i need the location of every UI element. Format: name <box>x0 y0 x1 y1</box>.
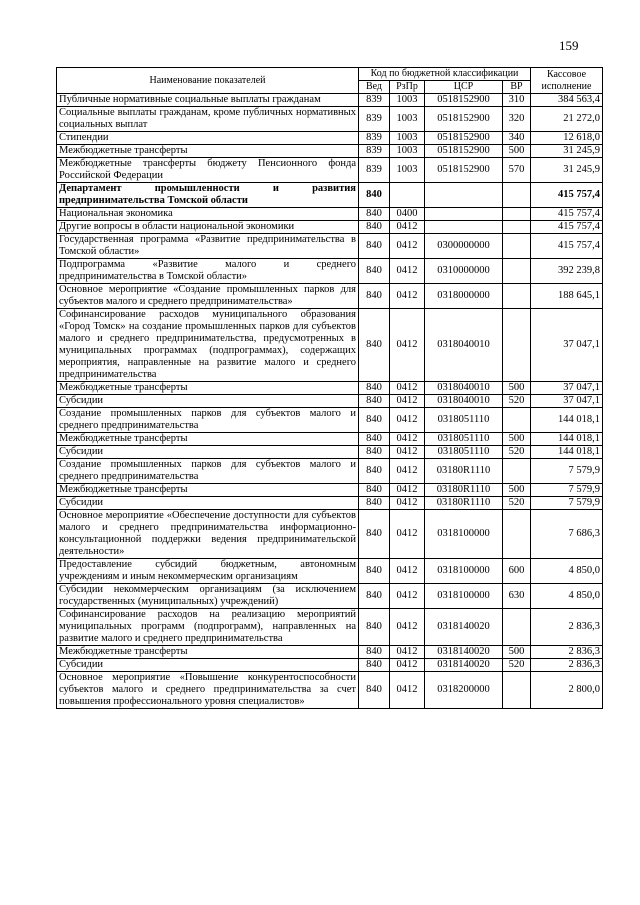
row-ved: 840 <box>359 259 390 284</box>
row-name: Департамент промышленности и развития предпринимательства Томской области <box>57 183 359 208</box>
row-name: Субсидии <box>57 395 359 408</box>
row-vr <box>503 284 531 309</box>
row-name: Другие вопросы в области национальной экономики <box>57 221 359 234</box>
row-ved: 840 <box>359 309 390 382</box>
row-vr: 520 <box>503 395 531 408</box>
row-name: Межбюджетные трансферты <box>57 646 359 659</box>
row-name: Межбюджетные трансферты <box>57 433 359 446</box>
row-vr: 630 <box>503 584 531 609</box>
row-name: Национальная экономика <box>57 208 359 221</box>
row-rzpr: 0412 <box>390 484 425 497</box>
row-rzpr: 0412 <box>390 609 425 646</box>
row-name: Субсидии <box>57 446 359 459</box>
row-rzpr: 0412 <box>390 559 425 584</box>
row-ved: 840 <box>359 408 390 433</box>
row-rzpr: 0412 <box>390 382 425 395</box>
row-csr: 03180R1110 <box>425 459 503 484</box>
table-row <box>57 382 603 395</box>
table-row <box>57 584 603 609</box>
row-amount: 7 579,9 <box>531 497 603 510</box>
row-rzpr: 0412 <box>390 646 425 659</box>
row-csr <box>425 208 503 221</box>
row-ved: 840 <box>359 672 390 709</box>
row-ved: 839 <box>359 132 390 145</box>
row-vr: 320 <box>503 107 531 132</box>
row-rzpr: 1003 <box>390 145 425 158</box>
row-ved: 839 <box>359 158 390 183</box>
row-ved: 840 <box>359 221 390 234</box>
row-vr: 500 <box>503 646 531 659</box>
row-csr: 0318200000 <box>425 672 503 709</box>
row-vr: 600 <box>503 559 531 584</box>
row-ved: 840 <box>359 234 390 259</box>
row-vr: 520 <box>503 446 531 459</box>
row-amount: 7 579,9 <box>531 484 603 497</box>
row-rzpr: 0412 <box>390 510 425 559</box>
row-ved: 840 <box>359 433 390 446</box>
row-ved: 839 <box>359 94 390 107</box>
row-rzpr: 0400 <box>390 208 425 221</box>
table-row <box>57 158 603 183</box>
row-ved: 840 <box>359 659 390 672</box>
table-row <box>57 408 603 433</box>
row-csr: 0318051110 <box>425 433 503 446</box>
row-ved: 840 <box>359 459 390 484</box>
row-ved: 840 <box>359 510 390 559</box>
row-amount: 2 800,0 <box>531 672 603 709</box>
row-vr: 500 <box>503 484 531 497</box>
row-ved: 840 <box>359 208 390 221</box>
row-ved: 840 <box>359 284 390 309</box>
table-row <box>57 446 603 459</box>
header-csr: ЦСР <box>425 81 503 94</box>
row-amount: 12 618,0 <box>531 132 603 145</box>
row-name: Основное мероприятие «Создание промышленных парков для субъектов малого и среднего предпринимательства» <box>57 284 359 309</box>
row-csr: 0318051110 <box>425 446 503 459</box>
row-amount: 384 563,4 <box>531 94 603 107</box>
table-row <box>57 259 603 284</box>
row-amount: 7 579,9 <box>531 459 603 484</box>
row-ved: 840 <box>359 497 390 510</box>
row-rzpr: 1003 <box>390 94 425 107</box>
row-csr: 0518152900 <box>425 107 503 132</box>
row-amount: 4 850,0 <box>531 559 603 584</box>
row-csr: 03180R1110 <box>425 497 503 510</box>
row-csr: 0318100000 <box>425 559 503 584</box>
row-amount: 415 757,4 <box>531 221 603 234</box>
row-vr <box>503 259 531 284</box>
row-amount: 4 850,0 <box>531 584 603 609</box>
row-csr: 0318140020 <box>425 609 503 646</box>
row-rzpr: 0412 <box>390 284 425 309</box>
row-csr: 0318140020 <box>425 659 503 672</box>
row-vr <box>503 609 531 646</box>
row-name: Основное мероприятие «Обеспечение доступности для субъектов малого и среднего предпринимательства информационно-консультационной поддержки ведения предпринимательской деятельности» <box>57 510 359 559</box>
row-vr <box>503 510 531 559</box>
row-ved: 840 <box>359 484 390 497</box>
row-rzpr: 0412 <box>390 408 425 433</box>
row-amount: 31 245,9 <box>531 158 603 183</box>
table-header <box>57 68 603 94</box>
row-rzpr: 0412 <box>390 221 425 234</box>
row-vr <box>503 234 531 259</box>
row-csr: 0318140020 <box>425 646 503 659</box>
row-csr: 0318100000 <box>425 584 503 609</box>
row-vr: 340 <box>503 132 531 145</box>
row-ved: 839 <box>359 145 390 158</box>
row-name: Межбюджетные трансферты <box>57 382 359 395</box>
row-rzpr: 0412 <box>390 459 425 484</box>
row-ved: 840 <box>359 446 390 459</box>
row-name: Межбюджетные трансферты бюджету Пенсионного фонда Российской Федерации <box>57 158 359 183</box>
table-row <box>57 609 603 646</box>
header-name: Наименование показателей <box>57 68 359 94</box>
row-amount: 144 018,1 <box>531 433 603 446</box>
table-row <box>57 145 603 158</box>
row-rzpr: 1003 <box>390 132 425 145</box>
row-name: Социальные выплаты гражданам, кроме публичных нормативных социальных выплат <box>57 107 359 132</box>
row-csr: 03180R1110 <box>425 484 503 497</box>
table-row <box>57 284 603 309</box>
row-vr <box>503 408 531 433</box>
row-name: Субсидии <box>57 659 359 672</box>
row-csr: 0518152900 <box>425 132 503 145</box>
row-csr: 0518152900 <box>425 145 503 158</box>
row-name: Субсидии некоммерческим организациям (за исключением государственных (муниципальных) учреждений) <box>57 584 359 609</box>
row-csr <box>425 221 503 234</box>
row-vr <box>503 208 531 221</box>
table-row <box>57 559 603 584</box>
row-vr <box>503 221 531 234</box>
row-vr: 310 <box>503 94 531 107</box>
row-amount: 144 018,1 <box>531 408 603 433</box>
row-rzpr <box>390 183 425 208</box>
table-row <box>57 484 603 497</box>
row-ved: 840 <box>359 382 390 395</box>
table-row <box>57 659 603 672</box>
row-csr <box>425 183 503 208</box>
row-ved: 840 <box>359 609 390 646</box>
row-csr: 0310000000 <box>425 259 503 284</box>
table-row <box>57 395 603 408</box>
row-vr: 520 <box>503 659 531 672</box>
row-csr: 0318040010 <box>425 382 503 395</box>
row-rzpr: 1003 <box>390 158 425 183</box>
row-ved: 840 <box>359 183 390 208</box>
header-amount: Кассовое исполнение <box>531 68 603 94</box>
row-name: Софинансирование расходов муниципального образования «Город Томск» на создание промышленных парков для субъектов малого и среднего предпринимательства, предусмотренных в муниципальных программах (подпрограммах), содержащих мероприятия, направленные на развитие малого и среднего предпринимательства <box>57 309 359 382</box>
row-amount: 7 686,3 <box>531 510 603 559</box>
row-amount: 415 757,4 <box>531 183 603 208</box>
row-amount: 2 836,3 <box>531 646 603 659</box>
table-row <box>57 94 603 107</box>
row-csr: 0518152900 <box>425 94 503 107</box>
row-amount: 415 757,4 <box>531 234 603 259</box>
row-name: Предоставление субсидий бюджетным, автономным учреждениям и иным некоммерческим организациям <box>57 559 359 584</box>
row-amount: 392 239,8 <box>531 259 603 284</box>
row-rzpr: 0412 <box>390 446 425 459</box>
row-ved: 840 <box>359 584 390 609</box>
row-ved: 839 <box>359 107 390 132</box>
row-rzpr: 0412 <box>390 659 425 672</box>
row-rzpr: 0412 <box>390 497 425 510</box>
row-amount: 31 245,9 <box>531 145 603 158</box>
table-row <box>57 672 603 709</box>
row-csr: 0318100000 <box>425 510 503 559</box>
row-name: Государственная программа «Развитие предпринимательства в Томской области» <box>57 234 359 259</box>
table-row <box>57 221 603 234</box>
row-name: Создание промышленных парков для субъектов малого и среднего предпринимательства <box>57 408 359 433</box>
row-vr <box>503 672 531 709</box>
row-vr <box>503 183 531 208</box>
row-vr: 570 <box>503 158 531 183</box>
row-csr: 0318051110 <box>425 408 503 433</box>
row-ved: 840 <box>359 395 390 408</box>
header-code-group: Код по бюджетной классификации <box>359 68 531 81</box>
table-row <box>57 208 603 221</box>
table-row <box>57 234 603 259</box>
row-vr <box>503 309 531 382</box>
row-amount: 2 836,3 <box>531 609 603 646</box>
row-amount: 37 047,1 <box>531 309 603 382</box>
row-vr: 500 <box>503 382 531 395</box>
row-rzpr: 0412 <box>390 433 425 446</box>
row-name: Создание промышленных парков для субъектов малого и среднего предпринимательства <box>57 459 359 484</box>
row-amount: 37 047,1 <box>531 395 603 408</box>
row-csr: 0318000000 <box>425 284 503 309</box>
row-csr: 0318040010 <box>425 309 503 382</box>
table-body <box>57 94 603 709</box>
row-csr: 0300000000 <box>425 234 503 259</box>
row-rzpr: 0412 <box>390 584 425 609</box>
row-csr: 0518152900 <box>425 158 503 183</box>
row-rzpr: 0412 <box>390 309 425 382</box>
table-row <box>57 183 603 208</box>
table-row <box>57 433 603 446</box>
row-name: Межбюджетные трансферты <box>57 145 359 158</box>
row-amount: 188 645,1 <box>531 284 603 309</box>
table-row <box>57 646 603 659</box>
row-amount: 37 047,1 <box>531 382 603 395</box>
row-ved: 840 <box>359 646 390 659</box>
page-number: 159 <box>559 38 579 53</box>
row-name: Межбюджетные трансферты <box>57 484 359 497</box>
row-name: Софинансирование расходов на реализацию мероприятий муниципальных программ (подпрограмм), направленных на развитие малого и среднего предпринимательства <box>57 609 359 646</box>
row-vr: 500 <box>503 433 531 446</box>
table-row <box>57 497 603 510</box>
row-vr <box>503 459 531 484</box>
row-ved: 840 <box>359 559 390 584</box>
row-name: Публичные нормативные социальные выплаты гражданам <box>57 94 359 107</box>
row-amount: 415 757,4 <box>531 208 603 221</box>
row-name: Стипендии <box>57 132 359 145</box>
header-vr: ВР <box>503 81 531 94</box>
row-rzpr: 0412 <box>390 234 425 259</box>
table-row <box>57 459 603 484</box>
row-vr: 500 <box>503 145 531 158</box>
table-row <box>57 309 603 382</box>
row-name: Субсидии <box>57 497 359 510</box>
row-rzpr: 0412 <box>390 672 425 709</box>
budget-table <box>56 67 603 709</box>
row-name: Подпрограмма «Развитие малого и среднего предпринимательства в Томской области» <box>57 259 359 284</box>
row-rzpr: 0412 <box>390 395 425 408</box>
row-amount: 144 018,1 <box>531 446 603 459</box>
row-csr: 0318040010 <box>425 395 503 408</box>
table-row <box>57 107 603 132</box>
header-rzpr: РзПр <box>390 81 425 94</box>
row-vr: 520 <box>503 497 531 510</box>
table-row <box>57 132 603 145</box>
row-amount: 2 836,3 <box>531 659 603 672</box>
header-ved: Вед <box>359 81 390 94</box>
table-row <box>57 510 603 559</box>
row-amount: 21 272,0 <box>531 107 603 132</box>
row-name: Основное мероприятие «Повышение конкурентоспособности субъектов малого и среднего предпринимательства за счет повышения профессионального уровня специалистов» <box>57 672 359 709</box>
row-rzpr: 0412 <box>390 259 425 284</box>
row-rzpr: 1003 <box>390 107 425 132</box>
